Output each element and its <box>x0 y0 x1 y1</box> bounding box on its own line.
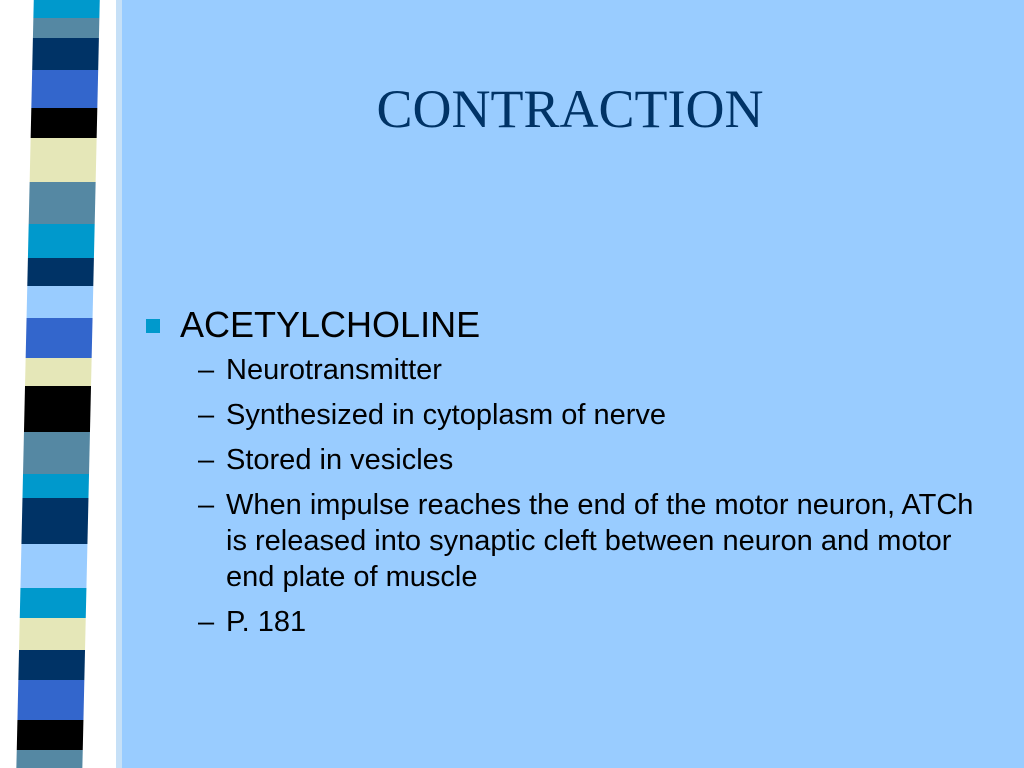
sub-bullet-item <box>146 442 986 478</box>
stripe-block <box>20 544 87 588</box>
sub-bullet-text: When impulse reaches the end of the motor neuron, ATCh is released into synaptic cleft between neuron and motor end plate of muscle <box>226 489 974 593</box>
stripe-block <box>27 286 94 318</box>
stripe-block <box>30 138 97 182</box>
stripe-block <box>27 258 94 286</box>
stripe-block <box>25 358 92 386</box>
stripe-block <box>24 386 91 432</box>
dash-bullet-icon: – <box>198 399 215 431</box>
stripe-block <box>17 680 84 720</box>
stripe-block <box>31 70 98 108</box>
decorative-stripe-panel <box>0 0 122 768</box>
square-bullet-icon <box>146 319 160 333</box>
sub-bullet-text: Neurotransmitter <box>226 354 442 386</box>
stripe-block <box>32 38 99 70</box>
stripe-block <box>19 618 86 650</box>
sub-bullet-text: P. 181 <box>226 606 307 638</box>
stripe-block <box>20 588 87 618</box>
bullet-label: ACETYLCHOLINE <box>180 304 481 345</box>
stripe-block <box>29 182 96 224</box>
stripe-block <box>21 498 88 544</box>
stripe-block <box>33 0 100 18</box>
sub-bullet-item <box>146 397 986 433</box>
dash-bullet-icon: – <box>198 489 215 521</box>
stripe-block <box>23 432 90 474</box>
stripe-block <box>26 318 93 358</box>
sub-bullet-item <box>146 604 986 640</box>
sub-bullet-item <box>146 487 986 595</box>
dash-bullet-icon: – <box>198 444 215 476</box>
bullet-item <box>146 302 1006 348</box>
stripe-block <box>17 720 84 750</box>
stripe-block <box>31 108 98 138</box>
dash-bullet-icon: – <box>198 354 215 386</box>
panel-edge <box>116 0 122 768</box>
slide-title: CONTRACTION <box>376 79 764 139</box>
sub-bullet-text: Synthesized in cytoplasm of nerve <box>226 399 667 431</box>
slide-body <box>146 302 1006 649</box>
stripe-block <box>28 224 95 258</box>
dash-bullet-icon: – <box>198 606 215 638</box>
stripe-block <box>22 474 89 498</box>
sub-bullet-text: Stored in vesicles <box>226 444 454 476</box>
stripe-block <box>16 750 83 768</box>
stripe-block <box>33 18 99 38</box>
sub-bullet-item <box>146 352 986 388</box>
sub-bullet-list <box>146 352 1006 640</box>
decorative-stripe <box>16 0 100 768</box>
stripe-block <box>18 650 85 680</box>
